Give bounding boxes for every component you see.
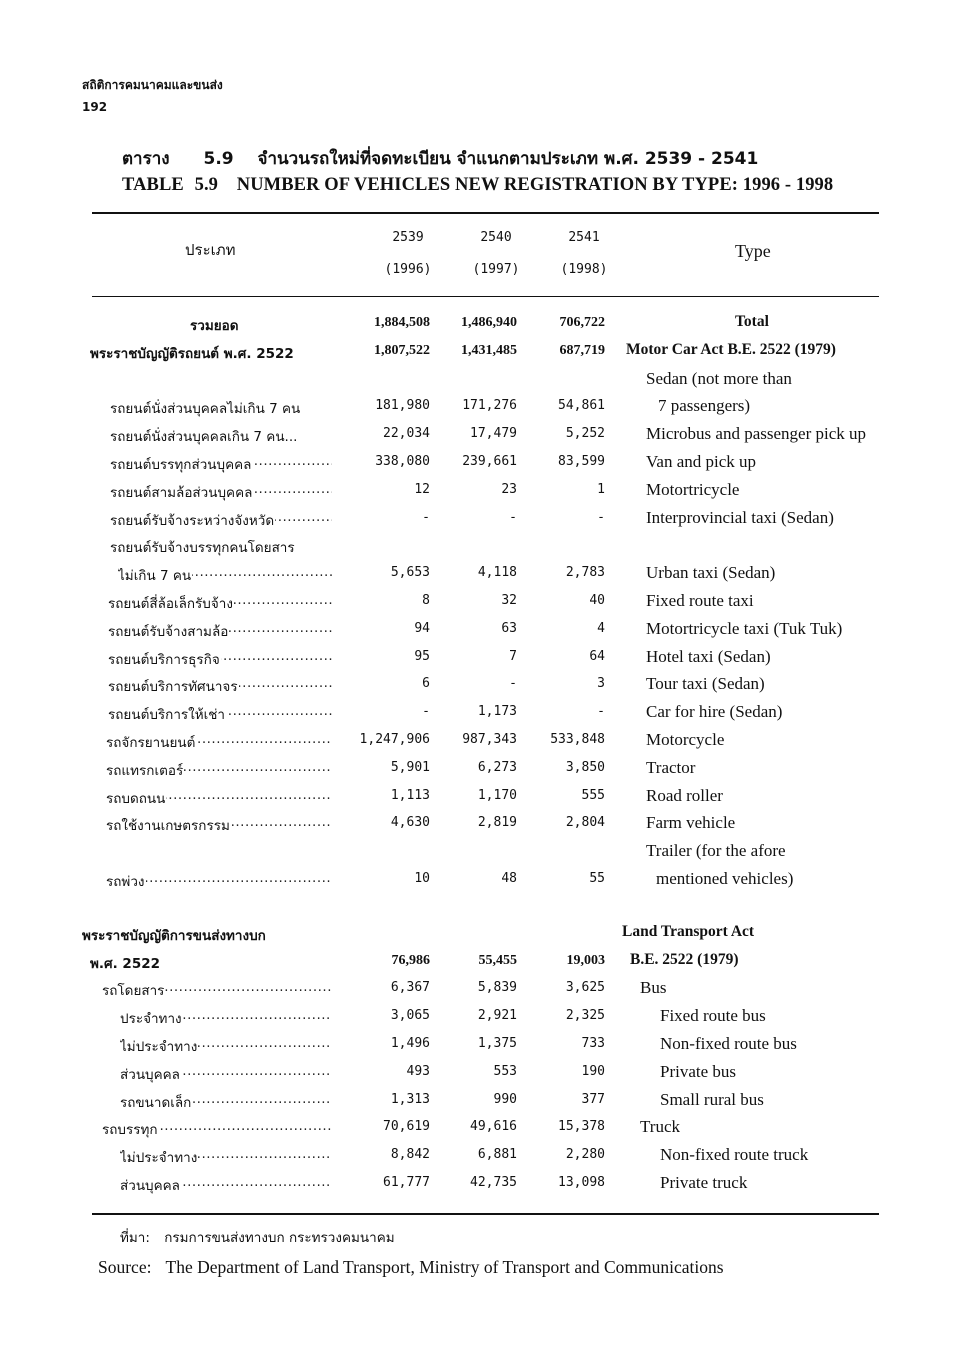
row-label-english: Private truck [660,1172,748,1192]
row-label-english: Interprovincial taxi (Sedan) [646,507,834,527]
book-title: สถิติการคมนาคมและขนส่ง [82,78,223,92]
source-english-label: Source: [98,1257,152,1277]
row-label-thai [106,731,332,753]
table-row [0,1031,966,1059]
table-row [0,421,966,449]
table-row [0,477,966,505]
row-value-2: 55,455 [478,952,517,968]
row-label-thai [110,481,332,503]
row-label-english: Trailer (for the afore [646,841,786,861]
row-value-1: 12 [414,481,430,497]
row-label-english: Fixed route bus [660,1006,766,1026]
row-label-english: Non-fixed route truck [660,1145,809,1165]
source-thai-label: ที่มา: [120,1230,150,1246]
row-value-3: 555 [581,787,605,803]
row-value-3: 83,599 [558,453,605,469]
row-value-3: 2,325 [565,1008,605,1024]
table-row [0,366,966,394]
row-value-1: 1,884,508 [374,315,430,330]
row-value-2: 5,839 [477,980,517,996]
row-value-3: 55 [589,870,605,886]
row-value-1: 1,247,906 [359,731,430,747]
row-value-2: 987,343 [462,731,517,747]
row-value-2: - [509,676,517,692]
header-year-ce-1: (1996) [384,262,432,277]
row-label-english: Microbus and passenger pick up [646,424,867,444]
row-label-thai-text: พระราชบัญญัติรถยนต์ พ.ศ. 2522 [90,345,294,362]
row-value-3: - [597,509,605,525]
table-row [0,671,966,699]
row-value-2: 2,819 [477,815,517,831]
table-title-english [122,175,833,196]
table-row [0,393,966,421]
table-row [0,838,966,866]
row-label-thai [82,924,402,946]
row-label-thai-text [110,370,111,386]
header-year-be-1: 2539 [392,230,424,245]
row-value-2: 1,375 [477,1035,517,1051]
table-row [0,338,966,366]
row-label-english: Land Transport Act [622,922,755,940]
row-value-3: 3,625 [565,980,605,996]
source-english [98,1257,724,1278]
row-value-2: 990 [493,1091,517,1107]
row-value-1: 1,807,522 [374,342,430,358]
row-label-english: Urban taxi (Sedan) [646,563,776,583]
row-value-1: 1,496 [390,1035,430,1051]
row-value-3: 733 [581,1035,605,1051]
row-label-thai [120,1146,332,1168]
row-value-1: 1,113 [390,787,430,803]
row-label-thai-text: รถพ่วง [106,873,145,890]
row-label-thai-text: รถยนต์สี่ล้อเล็กรับจ้าง [108,595,233,612]
header-year-be-3: 2541 [568,230,600,245]
row-label-thai [120,1174,332,1196]
source-thai-text: กรมการขนส่งทางบก กระทรวงคมนาคม [164,1230,395,1246]
row-value-2: 1,173 [477,704,517,720]
row-label-thai [108,592,332,614]
row-label-thai-text: รถยนต์นั่งส่วนบุคคลเกิน 7 คน... [110,429,298,446]
row-label-thai [108,703,332,725]
row-label-thai-text: รถบรรทุก [102,1122,158,1139]
row-value-2: 1,170 [477,787,517,803]
title-en-number: 5.9 [194,175,219,195]
row-value-3: 2,804 [565,815,605,831]
row-label-thai-text: ไม่ประจำทาง [120,1150,198,1167]
row-value-1: 1,313 [390,1091,430,1107]
row-value-1: 76,986 [391,952,430,968]
row-label-thai [110,453,332,475]
row-label-english: Fixed route taxi [646,590,754,610]
title-thai-text: จำนวนรถใหม่ที่จดทะเบียน จำแนกตามประเภท พ.ศ. 2539 - 2541 [257,149,759,169]
row-label-thai [110,509,332,531]
row-label-english: B.E. 2522 (1979) [630,950,739,968]
row-label-english: Non-fixed route bus [660,1033,797,1053]
row-value-2: 48 [501,870,517,886]
row-label-thai [108,620,332,642]
row-value-2: 239,661 [462,453,517,469]
row-value-1: 8 [422,592,430,608]
row-value-1: - [422,704,430,720]
row-label-thai-text: รถจักรยานยนต์ [106,734,196,751]
table-row [0,1170,966,1198]
row-value-1: 94 [414,620,430,636]
row-value-1: 61,777 [383,1174,430,1190]
table-row [0,449,966,477]
row-value-2: 23 [501,481,517,497]
row-label-english: Motortricycle [646,479,740,499]
row-label-thai-text: ไม่เกิน 7 คน [118,568,192,585]
row-value-3: 5,252 [565,426,605,442]
row-value-3: 190 [581,1063,605,1079]
row-label-thai-text: ส่วนบุคคล [120,1177,180,1194]
row-label-thai-text: รถโดยสาร [102,983,165,1000]
row-value-2: 1,486,940 [461,315,517,330]
row-value-3: 377 [581,1091,605,1107]
row-value-1: 3,065 [390,1008,430,1024]
row-label-thai [106,814,332,836]
row-value-3: 40 [589,592,605,608]
table-row [0,505,966,533]
row-value-1: 95 [414,648,430,664]
row-label-english: Tour taxi (Sedan) [646,674,765,694]
row-label-thai-text: รวมยอด [190,318,239,334]
row-label-thai [106,842,426,858]
row-label-thai-text: พระราชบัญญัติการขนส่งทางบก [82,927,266,944]
row-value-2: 63 [501,620,517,636]
header-year-ce-2: (1997) [472,262,520,277]
header-year-ce-3: (1998) [560,262,608,277]
row-label-english: Tractor [646,757,696,777]
row-label-thai-text: รถยนต์บริการธุรกิจ [108,651,220,668]
row-label-thai-text: ไม่ประจำทาง [120,1038,198,1055]
row-value-1: 4,630 [390,815,430,831]
row-label-english: Bus [640,978,667,998]
title-en-prefix: TABLE [122,175,184,195]
row-value-3: 1 [597,481,605,497]
row-label-thai-text: รถยนต์นั่งส่วนบุคคลไม่เกิน 7 คน [110,401,301,418]
row-label-thai [106,759,332,781]
row-value-1: 493 [406,1063,430,1079]
row-value-2: - [509,509,517,525]
row-label-english: Road roller [646,785,723,805]
table-row [0,1142,966,1170]
row-label-english: mentioned vehicles) [656,868,794,888]
table-title-thai [122,145,758,172]
row-label-english: Hotel taxi (Sedan) [646,646,771,666]
row-label-thai [106,787,332,809]
row-label-thai [120,1007,332,1029]
table-row [0,810,966,838]
row-value-1: 8,842 [390,1147,430,1163]
row-label-english: Truck [640,1117,680,1137]
header-type-thai: ประเภท [185,241,236,259]
row-label-thai [120,1091,332,1113]
table-row [0,948,966,976]
row-value-1: 22,034 [383,426,430,442]
table-row [0,1003,966,1031]
row-label-thai-text: ส่วนบุคคล [120,1066,180,1083]
table-row [0,699,966,727]
title-thai-prefix: ตาราง [122,149,170,169]
row-value-1: 6,367 [390,980,430,996]
row-label-english: Small rural bus [660,1089,764,1109]
row-label-thai-text: พ.ศ. 2522 [90,955,160,972]
page-number: 192 [82,100,108,114]
row-label-english: Total [735,313,769,330]
table-bottom-rule [92,1213,879,1215]
row-label-thai [108,648,332,670]
row-label-thai-text: รถแทรกเตอร์ [106,762,184,779]
row-value-1: 181,980 [375,398,430,414]
row-label-english: Motorcycle [646,729,725,749]
row-label-thai-text: รถขนาดเล็ก [120,1094,192,1111]
row-label-thai [110,370,430,386]
row-value-3: 3 [597,676,605,692]
table-row [0,1087,966,1115]
table-row [0,894,966,920]
row-label-thai-text: รถยนต์รับจ้างระหว่างจังหวัด [110,512,275,529]
title-thai-number: 5.9 [203,149,234,169]
row-label-thai-text: รถยนต์บริการทัศนาจร [108,679,238,696]
row-value-3: 54,861 [558,398,605,414]
row-value-3: 19,003 [566,952,605,968]
row-value-2: 42,735 [470,1174,517,1190]
row-value-3: 533,848 [550,731,605,747]
row-value-3: - [597,704,605,720]
table-row [0,975,966,1003]
row-label-thai-text: ประจำทาง [120,1011,182,1028]
table-top-rule [92,212,879,214]
row-label-thai [118,564,332,586]
row-value-3: 15,378 [558,1119,605,1135]
row-value-2: 2,921 [477,1008,517,1024]
table-row [0,588,966,616]
row-value-3: 2,280 [565,1147,605,1163]
row-label-english: Farm vehicle [646,813,736,833]
row-label-thai-text: รถยนต์สามล้อส่วนบุคคล [110,484,253,501]
table-row [0,616,966,644]
row-value-2: 32 [501,592,517,608]
table-row [0,755,966,783]
row-value-3: 687,719 [559,342,605,358]
row-label-english: Private bus [660,1061,737,1081]
row-value-3: 64 [589,648,605,664]
row-value-3: 4 [597,620,605,636]
row-value-2: 7 [509,648,517,664]
table-row [0,866,966,894]
table-row [0,532,966,560]
table-row [0,310,966,338]
source-english-text: The Department of Land Transport, Ministry of Transport and Communications [165,1257,724,1277]
row-label-english: Sedan (not more than [646,368,792,388]
row-label-english: Motor Car Act B.E. 2522 (1979) [626,340,836,358]
row-value-1: 10 [414,870,430,886]
row-value-1: 5,901 [390,759,430,775]
table-row [0,560,966,588]
row-value-1: 5,653 [390,565,430,581]
table-row [0,1114,966,1142]
title-en-text: NUMBER OF VEHICLES NEW REGISTRATION BY TYPE: 1996 - 1998 [236,175,834,195]
header-bottom-rule [92,296,879,297]
header-type-english: Type [735,241,771,261]
table-body [0,310,966,1198]
row-label-thai-text: รถใช้งานเกษตรกรรม [106,818,230,835]
row-label-thai [102,979,332,1001]
row-label-thai [120,1063,332,1085]
table-row [0,727,966,755]
running-head [82,74,223,118]
row-value-3: 2,783 [565,565,605,581]
row-label-thai-text: รถยนต์บรรทุกส่วนบุคคล [110,456,252,473]
row-value-2: 553 [493,1063,517,1079]
row-label-thai [120,1035,332,1057]
row-value-3: 706,722 [559,315,605,330]
row-value-2: 17,479 [470,426,517,442]
row-label-thai [110,536,430,558]
row-label-thai-text: รถยนต์รับจ้างสามล้อ [108,623,229,640]
row-value-2: 171,276 [462,398,517,414]
row-label-thai-text: รถยนต์บริการให้เช่า [108,707,226,724]
row-value-2: 4,118 [477,565,517,581]
row-value-2: 6,881 [477,1147,517,1163]
header-year-be-2: 2540 [480,230,512,245]
table-row [0,644,966,672]
row-label-thai [102,1118,332,1140]
row-label-thai [108,675,332,697]
row-label-english: Car for hire (Sedan) [646,702,783,722]
row-value-2: 6,273 [477,759,517,775]
row-label-thai-text: รถยนต์รับจ้างบรรทุกคนโดยสาร [110,540,295,557]
row-label-thai-text: รถบดถนน [106,790,166,807]
row-label-english: 7 passengers) [658,396,751,416]
row-value-1: 6 [422,676,430,692]
row-value-3: 13,098 [558,1174,605,1190]
row-label-english: Van and pick up [646,451,757,471]
row-label-english: Motortricycle taxi (Tuk Tuk) [646,618,843,638]
row-value-1: - [422,509,430,525]
source-thai [120,1226,395,1248]
row-label-thai [106,870,332,892]
table-row [0,1059,966,1087]
table-row [0,920,966,948]
row-value-1: 70,619 [383,1119,430,1135]
row-value-2: 1,431,485 [461,342,517,358]
row-value-1: 338,080 [375,453,430,469]
row-value-2: 49,616 [470,1119,517,1135]
row-value-3: 3,850 [565,759,605,775]
table-row [0,783,966,811]
row-label-thai-text [106,842,107,858]
